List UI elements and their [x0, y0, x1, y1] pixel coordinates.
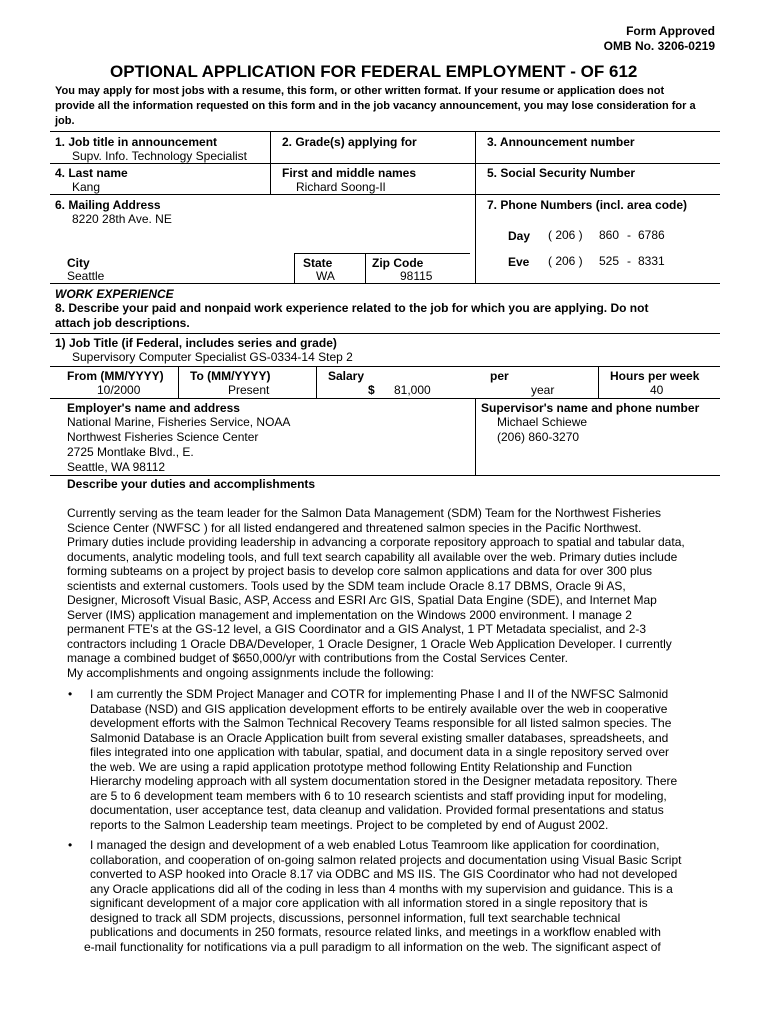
supervisor-phone[interactable]: (206) 860-3270 [497, 430, 580, 444]
paragraph-line: documents, analytic modeling tools, and full text search capability all available over the web. Primary duties include [67, 549, 678, 564]
paragraph-line: forming subteams on a project by project basis to develop core salmon applications and data for over 300 plus [67, 564, 652, 578]
supervisor-name[interactable]: Michael Schiewe [497, 415, 588, 429]
accomplishment-line: Hierarchy modeling approach with all system documentation stored in the Designer metadata repository. There [90, 774, 678, 788]
eve-prefix[interactable]: 525 [599, 254, 620, 268]
salary-currency: $ [368, 383, 375, 397]
bullet-marker: • [68, 838, 73, 852]
announcement-label: 3. Announcement number [487, 135, 635, 149]
grid-line [50, 333, 720, 334]
mailing-address-field[interactable]: 8220 28th Ave. NE [72, 212, 172, 226]
paragraph-line: Science Center (NWFSC ) for all listed endangered and threatened salmon species in the Pacific Northwest. [67, 520, 642, 535]
grid-line [50, 163, 720, 164]
accomplishment-line: e-mail functionality for notifications via a pull paradigm to all information on the web. The significant aspect of [84, 939, 661, 954]
page-title: OPTIONAL APPLICATION FOR FEDERAL EMPLOYMENT - OF 612 [110, 62, 638, 81]
accomplishment-line: reports to the Salmon Leadership team meetings. Project to be completed by end of August 2002. [90, 817, 609, 832]
job-title-label: 1. Job title in announcement [55, 135, 218, 149]
bullet-marker: • [68, 687, 73, 701]
accomplishment-line: are 5 to 6 development team members with 6 to 10 research scientists and staff providing input for modeling, [90, 788, 667, 803]
intro-line: job. [55, 115, 75, 127]
paragraph-line: Server (IMS) application management and implementation on the Windows 2000 environment. I manage 2 [67, 607, 632, 622]
city-label: City [67, 256, 90, 270]
grid-line [50, 366, 720, 367]
job-title-field[interactable]: Supv. Info. Technology Specialist [72, 149, 247, 163]
employer-label: Employer's name and address [67, 401, 240, 415]
paragraph-line: Designer, Microsoft Visual Basic, ASP, Access and ESRI Arc GIS, Spatial Data Engine (SDE), and Internet Map [67, 593, 657, 607]
grid-line [50, 194, 720, 195]
grid-line [270, 131, 271, 194]
employer-line: 2725 Montlake Blvd., E. [67, 445, 194, 459]
eve-phone-label: Eve [508, 255, 530, 269]
accomplishment-line: significant development of a major core application with all information stored in a single repository that is [90, 896, 648, 910]
grid-line [365, 253, 366, 283]
per-field[interactable]: year [531, 383, 555, 397]
accomplishment-line: development efforts with the Salmon Technical Recovery Teams responsible for all listed salmon species. The [90, 716, 672, 730]
paragraph-line: contractors including 1 Oracle DBA/Developer, 1 Oracle Designer, 1 Oracle Web Application Developer. I currently [67, 636, 672, 651]
duties-label: Describe your duties and accomplishments [67, 477, 316, 491]
paragraph-line: Currently serving as the team leader for the Salmon Data Management (SDM) Team for the Northwest Fisheries [67, 506, 662, 520]
intro-line: provide all the information requested on this form and in the job vacancy announcement, you may lose consideration for a [55, 100, 696, 112]
hours-field[interactable]: 40 [650, 383, 664, 397]
day-line-number[interactable]: 6786 [638, 228, 665, 242]
grid-line [475, 131, 476, 283]
accomplishment-line: collaboration, and cooperation of on-going salmon related projects and documentation using Visual Basic Script [90, 852, 682, 867]
intro-line: You may apply for most jobs with a resume, this form, or other written format. If your resume or application does not [55, 85, 665, 97]
zip-label: Zip Code [372, 256, 424, 270]
day-dash: - [627, 228, 631, 242]
mailing-address-label: 6. Mailing Address [55, 198, 161, 212]
paragraph-line: permanent FTE's at the GS-12 level, a GIS Coordinator and a GIS Analyst, 1 PT Metadata specialist, and 2-3 [67, 622, 647, 636]
employer-address[interactable] [67, 415, 290, 475]
eve-line-number[interactable]: 8331 [638, 254, 665, 268]
job1-title-field[interactable]: Supervisory Computer Specialist GS-0334-14 Step 2 [72, 350, 353, 364]
accomplishment-line: the web. We are using a rapid application prototype method following Entity Relationship and Function [90, 759, 633, 774]
accomplishment-item[interactable] [84, 838, 682, 954]
state-label: State [303, 256, 333, 270]
instruction-line: attach job descriptions. [55, 316, 190, 330]
grid-line [50, 131, 720, 132]
grid-line [50, 475, 720, 476]
salary-field[interactable]: 81,000 [394, 383, 431, 397]
accomplishment-line: publications and documents in 250 formats, resource related links, and meetings in a workflow enabled with [90, 925, 661, 939]
grid-line [294, 253, 295, 283]
city-field[interactable]: Seattle [67, 269, 105, 283]
accomplishment-line: I am currently the SDM Project Manager and COTR for implementing Phase I and II of the NWFSC Salmonid [90, 687, 669, 701]
grid-line [178, 366, 179, 398]
first-middle-field[interactable]: Richard Soong-Il [296, 180, 386, 194]
day-prefix[interactable]: 860 [599, 228, 620, 242]
grid-line [294, 253, 470, 254]
work-instruction [55, 301, 648, 331]
grid-line [50, 398, 720, 399]
salary-label: Salary [328, 369, 365, 383]
ssn-label: 5. Social Security Number [487, 166, 636, 180]
to-label: To (MM/YYYY) [190, 369, 271, 383]
from-label: From (MM/YYYY) [67, 369, 164, 383]
grid-line [50, 283, 720, 284]
first-middle-label: First and middle names [282, 166, 417, 180]
zip-field[interactable]: 98115 [400, 269, 433, 283]
accomplishment-line: any Oracle applications did all of the coding in less than 4 months with my supervision and guidance. This is a [90, 881, 673, 896]
grade-label: 2. Grade(s) applying for [282, 135, 417, 149]
phone-label: 7. Phone Numbers (incl. area code) [487, 198, 688, 212]
instruction-line: 8. Describe your paid and nonpaid work experience related to the job for which you are applying. Do not [55, 301, 649, 315]
last-name-field[interactable]: Kang [72, 180, 101, 194]
grid-line [475, 398, 476, 475]
paragraph-line: My accomplishments and ongoing assignments include the following: [67, 665, 434, 680]
accomplishment-line: converted to ASP hooked into Oracle 8.17 via ODBC and MS IIS. The GIS Coordinator who had not developed [90, 867, 678, 881]
accomplishment-line: documentation, user acceptance test, data cleanup and validation. Provided formal presentations and status [90, 803, 664, 817]
accomplishment-item[interactable] [90, 687, 677, 832]
grid-line [316, 366, 317, 398]
paragraph-line: Primary duties include providing leadership in advancing a corporate repository approach to spatial and tabular data, [67, 535, 685, 549]
job1-title-label: 1) Job Title (if Federal, includes series and grade) [55, 336, 337, 350]
employer-line: Seattle, WA 98112 [67, 460, 166, 474]
eve-area-code[interactable]: ( 206 ) [548, 254, 583, 268]
to-field[interactable]: Present [228, 383, 270, 397]
employer-line: National Marine, Fisheries Service, NOAA [67, 415, 291, 429]
employer-line: Northwest Fisheries Science Center [67, 430, 259, 444]
grid-line [598, 366, 599, 398]
from-field[interactable]: 10/2000 [97, 383, 141, 397]
per-label: per [490, 369, 509, 383]
accomplishment-line: Database (NSD) and GIS application development efforts to be entirely available over the web in cooperative [90, 701, 668, 716]
paragraph-line: scientists and external customers. Tools used by the SDM team include Oracle 8.17 DBMS, Oracle 9i AS, [67, 578, 626, 593]
last-name-label: 4. Last name [55, 166, 128, 180]
omb-number: OMB No. 3206-0219 [603, 39, 715, 53]
state-field[interactable]: WA [316, 269, 335, 283]
intro-text [55, 84, 696, 129]
form-approved: Form Approved [626, 24, 715, 38]
hours-label: Hours per week [610, 369, 700, 383]
duties-paragraph[interactable] [67, 506, 727, 680]
work-experience-heading: WORK EXPERIENCE [55, 287, 174, 301]
paragraph-line: manage a combined budget of $650,000/yr with contributions from the Costal Services Center. [67, 651, 568, 665]
accomplishment-line: designed to track all SDM projects, discussions, personnel information, full text searchable technical [90, 910, 621, 925]
day-phone-label: Day [508, 229, 531, 243]
accomplishment-line: files integrated into one application with tabular, spatial, and document data in a single repository served over [90, 745, 670, 759]
supervisor-label: Supervisor's name and phone number [481, 401, 700, 415]
accomplishment-line: I managed the design and development of a web enabled Lotus Teamroom like application for coordination, [90, 838, 660, 852]
accomplishment-line: Salmonid Database is an Oracle Application built from several existing smaller databases, spreadsheets, and [90, 730, 669, 745]
eve-dash: - [627, 254, 631, 268]
day-area-code[interactable]: ( 206 ) [548, 228, 583, 242]
